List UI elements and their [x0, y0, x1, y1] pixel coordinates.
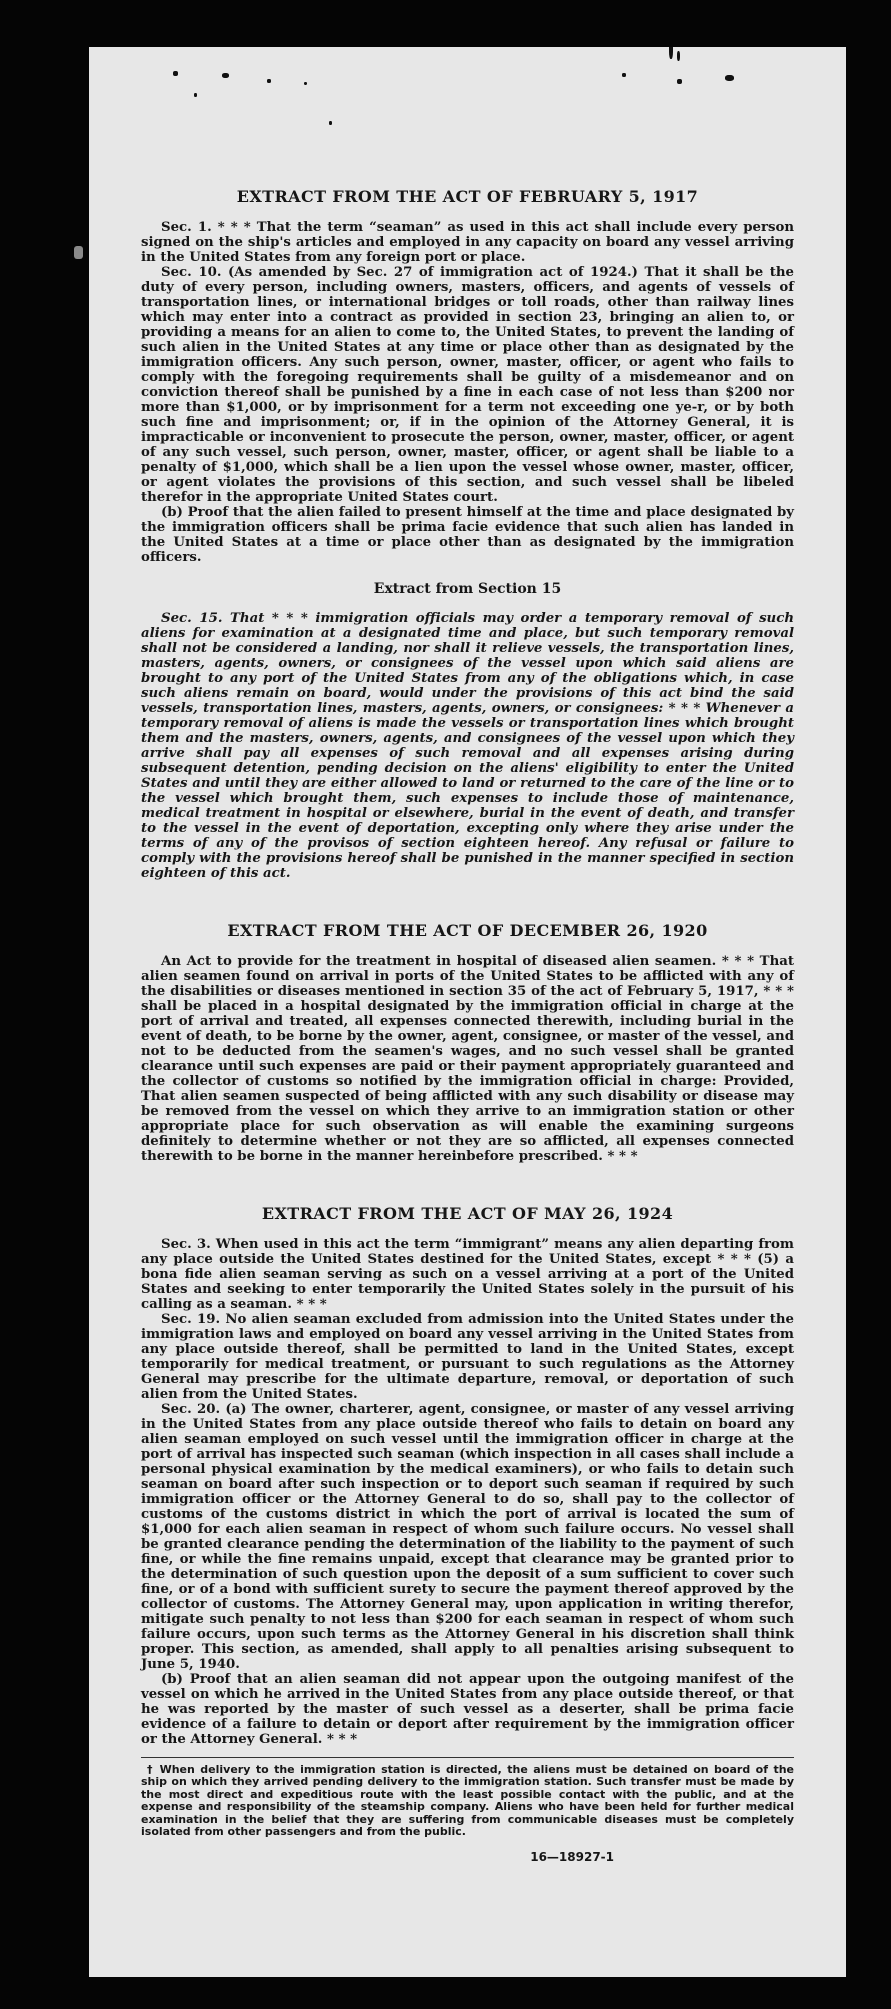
section-act-1917: [141, 187, 794, 565]
section-heading: EXTRACT FROM THE ACT OF DECEMBER 26, 1920: [227, 921, 708, 940]
paragraph: (b) Proof that the alien failed to present himself at the time and place designated by the immigration officers shall be prima facie evidence that such alien has landed in the United States at a time or place other than as designated by the immigration officers.: [141, 505, 794, 565]
form-number: 16—18927-1: [530, 1850, 614, 1865]
section-subheading: Extract from Section 15: [373, 581, 562, 597]
section-act-1920: [141, 921, 794, 1164]
paragraph: An Act to provide for the treatment in hospital of diseased alien seamen. * * * That alien seamen found on arrival in ports of the United States to be afflicted with any of the disabilities or diseases mentioned in section 35 of the act of February 5, 1917, * * * shall be placed in a hospital designated by the immigration official in charge at the port of arrival and treated, all expenses connected therewith, including burial in the event of death, to be borne by the owner, agent, consignee, or master of the vessel, and not to be deducted from the seamen's wages, and no such vessel shall be granted clearance until such expenses are paid or their payment appropriately guaranteed and the collector of customs so notified by the immigration official in charge: Provided, That alien seamen suspected of being afflicted with any such disability or disease may be removed from the vessel on which they arrive to an immigration station or other appropriate place for such observation as will enable the examining surgeons definitely to determine whether or not they are so afflicted, all expenses connected therewith to be borne in the manner hereinbefore prescribed. * * *: [141, 954, 794, 1164]
section-act-1924: [141, 1204, 794, 1747]
paragraph: Sec. 19. No alien seaman excluded from admission into the United States under the immigration laws and employed on board any vessel arriving in the United States from any place outside thereof, shall be permitted to land in the United States, except temporarily for medical treatment, or pursuant to such regulations as the Attorney General may prescribe for the ultimate departure, removal, or deportation of such alien from the United States.: [141, 1312, 794, 1402]
paragraph: Sec. 20. (a) The owner, charterer, agent, consignee, or master of any vessel arriving in the United States from any place outside thereof who fails to detain on board any alien seaman employed on such vessel until the immigration officer in charge at the port of arrival has inspected such seaman (which inspection in all cases shall include a personal physical examination by the medical examiners), or who fails to detain such seaman on board after such inspection or to deport such seaman if required by such immigration officer or the Attorney General to do so, shall pay to the collector of customs of the customs district in which the port of arrival is located the sum of $1,000 for each alien seaman in respect of whom such failure occurs. No vessel shall be granted clearance pending the determination of the liability to the payment of such fine, or while the fine remains unpaid, except that clearance may be granted prior to the determination of such question upon the deposit of a sum sufficient to cover such fine, or of a bond with sufficient surety to secure the payment thereof approved by the collector of customs. The Attorney General may, upon application in writing therefor, mitigate such penalty to not less than $200 for each seaman in respect of whom such failure occurs, upon such terms as the Attorney General in his discretion shall think proper. This section, as amended, shall apply to all penalties arising subsequent to June 5, 1940.: [141, 1402, 794, 1672]
footnote: [141, 1757, 794, 1838]
paragraph: (b) Proof that an alien seaman did not appear upon the outgoing manifest of the vessel on which he arrived in the United States from any place outside thereof, or that he was reported by the master of such vessel as a deserter, shall be prima facie evidence of a failure to detain or deport after requirement by the immigration officer or the Attorney General. * * *: [141, 1672, 794, 1747]
section-heading: EXTRACT FROM THE ACT OF MAY 26, 1924: [261, 1204, 674, 1223]
footnote-text: † When delivery to the immigration station is directed, the aliens must be detained on board of the ship on which they arrived pending delivery to the immigration station. Such transfer must be made by the most direct and expeditious route with the least possible contact with the public, and at the expense and responsibility of the steamship company. Aliens who have been held for further medical examination in the belief that they are suffering from communicable diseases must be completely isolated from other passengers and from the public.: [141, 1763, 794, 1839]
document-page: [89, 47, 846, 1977]
paragraph: Sec. 1. * * * That the term “seaman” as used in this act shall include every person signed on the ship's articles and employed in any capacity on board any vessel arriving in the United States from any foreign port or place.: [141, 220, 794, 265]
paragraph: Sec. 15. That * * * immigration officials may order a temporary removal of such aliens for examination at a designated time and place, but such temporary removal shall not be considered a landing, nor shall it relieve vessels, the transportation lines, masters, agents, owners, or consignees of the vessel upon which said aliens are brought to any port of the United States from any of the obligations which, in case such aliens remain on board, would under the provisions of this act bind the said vessels, transportation lines, masters, agents, owners, or consignees: * * * Whenever a temporary removal of aliens is made the vessels or transportation lines which brought them and the masters, owners, agents, and consignees of the vessel upon which they arrive shall pay all expenses of such removal and all expenses arising during subsequent detention, pending decision on the aliens' eligibility to enter the United States and until they are either allowed to land or returned to the care of the line or to the vessel which brought them, such expenses to include those of maintenance, medical treatment in hospital or elsewhere, burial in the event of death, and transfer to the vessel in the event of deportation, excepting only where they arise under the terms of any of the provisos of section eighteen hereof. Any refusal or failure to comply with the provisions hereof shall be punished in the manner specified in section eighteen of this act.: [141, 611, 794, 881]
scan-margin-mark: [74, 246, 83, 259]
section-extract-15: [141, 581, 794, 881]
section-heading: EXTRACT FROM THE ACT OF FEBRUARY 5, 1917: [236, 187, 699, 206]
paragraph: Sec. 10. (As amended by Sec. 27 of immigration act of 1924.) That it shall be the duty of every person, including owners, masters, officers, and agents of vessels of transportation lines, or international bridges or toll roads, other than railway lines which may enter into a contract as provided in section 23, bringing an alien to, or providing a means for an alien to come to, the United States, to prevent the landing of such alien in the United States at any time or place other than as designated by the immigration officers. Any such person, owner, master, officer, or agent who fails to comply with the foregoing requirements shall be guilty of a misdemeanor and on conviction thereof shall be punished by a fine in each case of not less than $200 nor more than $1,000, or by imprisonment for a term not exceeding one ye-r, or by both such fine and imprisonment; or, if in the opinion of the Attorney General, it is impracticable or inconvenient to prosecute the person, owner, master, officer, or agent of any such vessel, such person, owner, master, officer, or agent shall be liable to a penalty of $1,000, which shall be a lien upon the vessel whose owner, master, officer, or agent violates the provisions of this section, and such vessel shall be libeled therefor in the appropriate United States court.: [141, 265, 794, 505]
paragraph: Sec. 3. When used in this act the term “immigrant” means any alien departing from any place outside the United States destined for the United States, except * * * (5) a bona fide alien seaman serving as such on a vessel arriving at a port of the United States and seeking to enter temporarily the United States solely in the pursuit of his calling as a seaman. * * *: [141, 1237, 794, 1312]
